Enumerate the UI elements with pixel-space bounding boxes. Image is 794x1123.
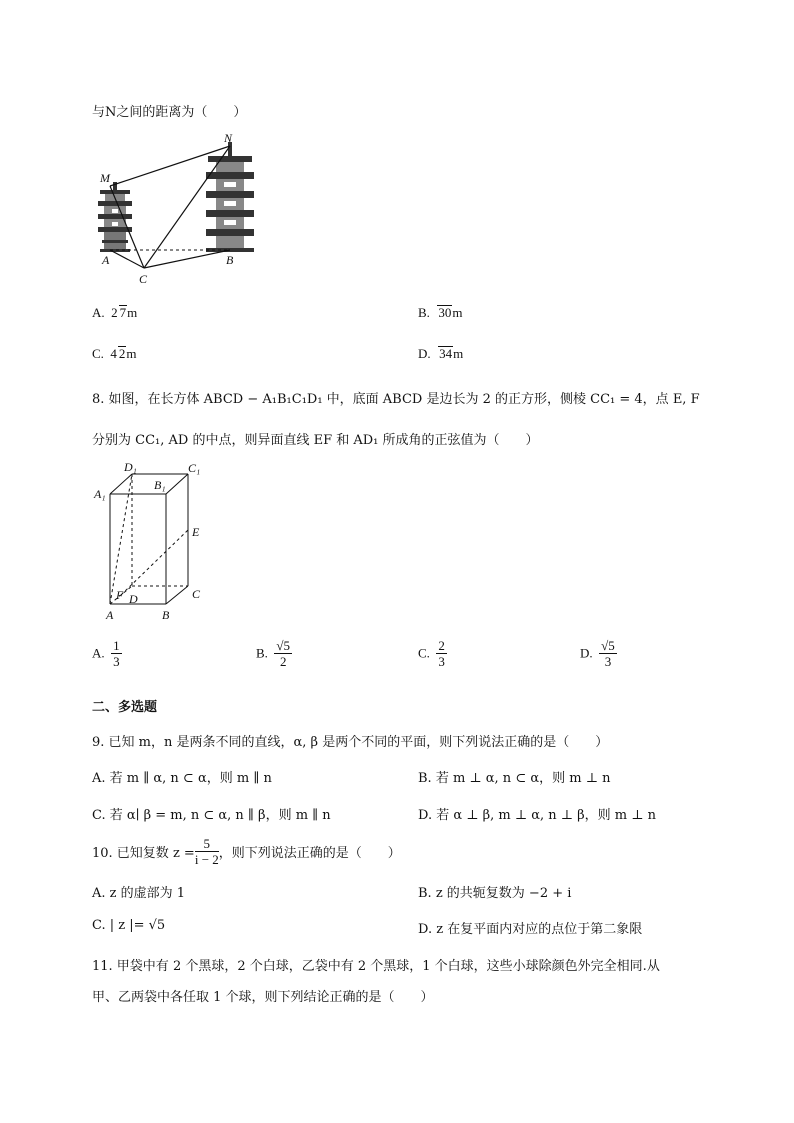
- label-M: M: [100, 171, 110, 185]
- q11-stem-line1: 11. 甲袋中有 2 个黑球，2 个白球，乙袋中有 2 个黑球，1 个白球，这些小球除颜色外完全相同.从: [92, 959, 660, 974]
- q10-option-a: A. z 的虚部为 1: [92, 886, 186, 901]
- label-F: F: [116, 588, 124, 602]
- q7-option-b: B. 30m: [418, 305, 463, 320]
- label-D: D: [129, 592, 138, 606]
- q11-stem-line2: 甲、乙两袋中各任取 1 个球，则下列结论正确的是（ ）: [92, 990, 434, 1005]
- label-A: A: [106, 608, 114, 622]
- label-C1: C₁: [188, 461, 201, 475]
- q7-pagoda-figure: [92, 130, 262, 290]
- q10-option-d: D. z 在复平面内对应的点位于第二象限: [418, 922, 643, 937]
- q9-stem: 9. 已知 m，n 是两条不同的直线，α, β 是两个不同的平面，则下列说法正确的是（ ）: [92, 735, 609, 750]
- q7-stem-tail: 与N之间的距离为（ ）: [92, 105, 247, 120]
- q8-box-figure: [92, 458, 222, 623]
- q9-option-d: D. 若 α ⊥ β, m ⊥ α, n ⊥ β，则 m ⊥ n: [418, 808, 656, 823]
- q8-option-c: C. $\frac{2}{3}$: [418, 638, 445, 669]
- left-pagoda-icon: [98, 182, 132, 252]
- q7-option-a: A. 2 7m: [92, 305, 138, 320]
- q8-option-b: B. $\frac{√5}{2}$: [256, 638, 291, 669]
- label-A1: A₁: [94, 487, 106, 501]
- q8-stem-line2: 分别为 CC₁, AD 的中点，则异面直线 EF 和 AD₁ 所成角的正弦值为（ ）: [92, 433, 539, 448]
- label-B: B: [226, 253, 234, 267]
- label-B: B: [162, 608, 170, 622]
- label-C: C: [139, 272, 148, 286]
- q7-option-d: D. 34m: [418, 346, 464, 361]
- q10-stem: 10. 已知复数 z = $\frac{5}{i - 2}$ ，则下列说法正确的是（ ）: [92, 836, 401, 867]
- q10-option-c: C. | z |= √5: [92, 918, 166, 933]
- label-D1: D₁: [124, 460, 137, 474]
- label-N: N: [224, 131, 233, 145]
- q10-option-b: B. z 的共轭复数为 −2 + i: [418, 886, 572, 901]
- label-C: C: [192, 587, 201, 601]
- q9-option-b: B. 若 m ⊥ α, n ⊂ α，则 m ⊥ n: [418, 771, 611, 786]
- q9-option-a: A. 若 m ∥ α, n ⊂ α，则 m ∥ n: [92, 771, 272, 786]
- right-pagoda-icon: [206, 142, 254, 252]
- q8-option-a: A. $\frac{1}{3}$: [92, 638, 120, 669]
- label-A: A: [102, 253, 110, 267]
- label-E: E: [192, 525, 200, 539]
- q8-stem-line1: 8. 如图，在长方体 ABCD − A₁B₁C₁D₁ 中，底面 ABCD 是边长为 2 的正方形，侧棱 CC₁ = 4，点 E, F: [92, 392, 700, 407]
- label-B1: B₁: [154, 478, 166, 492]
- q7-option-c: C. 4 2m: [92, 346, 137, 361]
- q8-option-d: D. $\frac{√5}{3}$: [580, 638, 615, 669]
- q9-option-c: C. 若 α∣ β = m, n ⊂ α, n ∥ β，则 m ∥ n: [92, 808, 331, 823]
- section-heading: 二、多选题: [92, 700, 158, 715]
